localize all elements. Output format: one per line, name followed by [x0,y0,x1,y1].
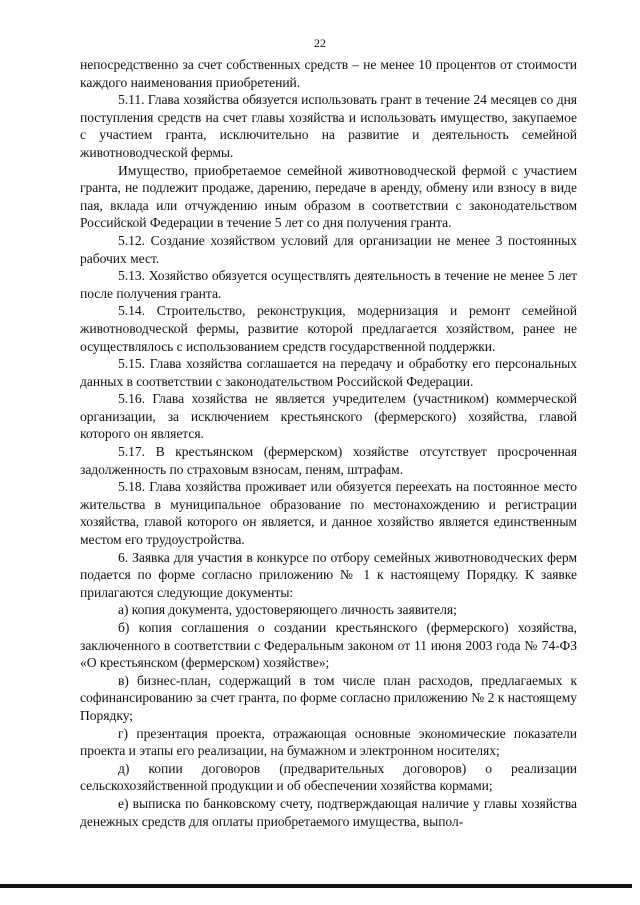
clause-5-14: 5.14. Строительство, реконструкция, модернизация и ремонт семейной животноводческой фермы, развитие которой предлагается хозяйством, ранее не осуществлялось с использованием средств государственной поддержки. [80,303,577,354]
paragraph-continuation: непосредственно за счет собственных средств – не менее 10 процентов от стоимости каждого наименования приобретений. [80,57,577,90]
clause-5-16: 5.16. Глава хозяйства не является учредителем (участником) коммерческой организации, за исключением крестьянского (фермерского) хозяйства, главой которого он является. [80,391,577,442]
page-number: 22 [314,36,326,50]
clause-5-11-property: Имущество, приобретаемое семейной животноводческой фермой с участием гранта, не подлежит продаже, дарению, передаче в аренду, обмену или взносу в виде пая, вклада или отчуждению иным образом в соответствии с законодательством Российской Федерации в течение 5 лет со дня получения гранта. [80,162,577,231]
clause-5-18: 5.18. Глава хозяйства проживает или обязуется переехать на постоянное место жительства в муниципальное образование по местонахождению и регистрации хозяйства, главой которого он является, и данное хозяйство является единственным местом его трудоустройства. [80,479,577,548]
clause-6: 6. Заявка для участия в конкурсе по отбору семейных животноводческих ферм подается по форме согласно приложению № 1 к настоящему Порядку. К заявке прилагаются следующие документы: [80,549,577,600]
list-item-a: а) копия документа, удостоверяющего личность заявителя; [118,602,457,618]
bottom-scan-edge [0,884,632,888]
clause-5-12: 5.12. Создание хозяйством условий для организации не менее 3 постоянных рабочих мест. [80,232,577,266]
clause-5-11: 5.11. Глава хозяйства обязуется использовать грант в течение 24 месяцев со дня поступления средств на счет главы хозяйства и использовать имущество, закупаемое с участием гранта, исключительно на развитие и деятельность семейной животноводческой фермы. [80,92,577,160]
list-item-v: в) бизнес-план, содержащий в том числе план расходов, предлагаемых к софинансированию за счет гранта, по форме согласно приложению № 2 к настоящему Порядку; [80,672,577,723]
clause-5-13: 5.13. Хозяйство обязуется осуществлять деятельность в течение не менее 5 лет после получения гранта. [80,268,577,301]
list-item-d: д) копии договоров (предварительных договоров) о реализации сельскохозяйственной продукции и об обеспечении хозяйства кормами; [80,760,577,794]
list-item-e: е) выписка по банковскому счету, подтверждающая наличие у главы хозяйства денежных средств для оплаты приобретаемого имущества, выпол- [80,795,577,829]
document-body [80,56,577,830]
list-item-b: б) копия соглашения о создании крестьянского (фермерского) хозяйства, заключенного в соответствии с Федеральным законом от 11 июня 2003 года № 74-ФЗ «О крестьянском (фермерском) хозяйстве»; [80,620,577,671]
clause-5-17: 5.17. В крестьянском (фермерском) хозяйстве отсутствует просроченная задолженность по страховым взносам, пеням, штрафам. [80,444,577,477]
clause-5-15: 5.15. Глава хозяйства соглашается на передачу и обработку его персональных данных в соответствии с законодательством Российской Федерации. [80,356,577,389]
list-item-g: г) презентация проекта, отражающая основные экономические показатели проекта и этапы его реализации, на бумажном и электронном носителях; [80,725,577,759]
